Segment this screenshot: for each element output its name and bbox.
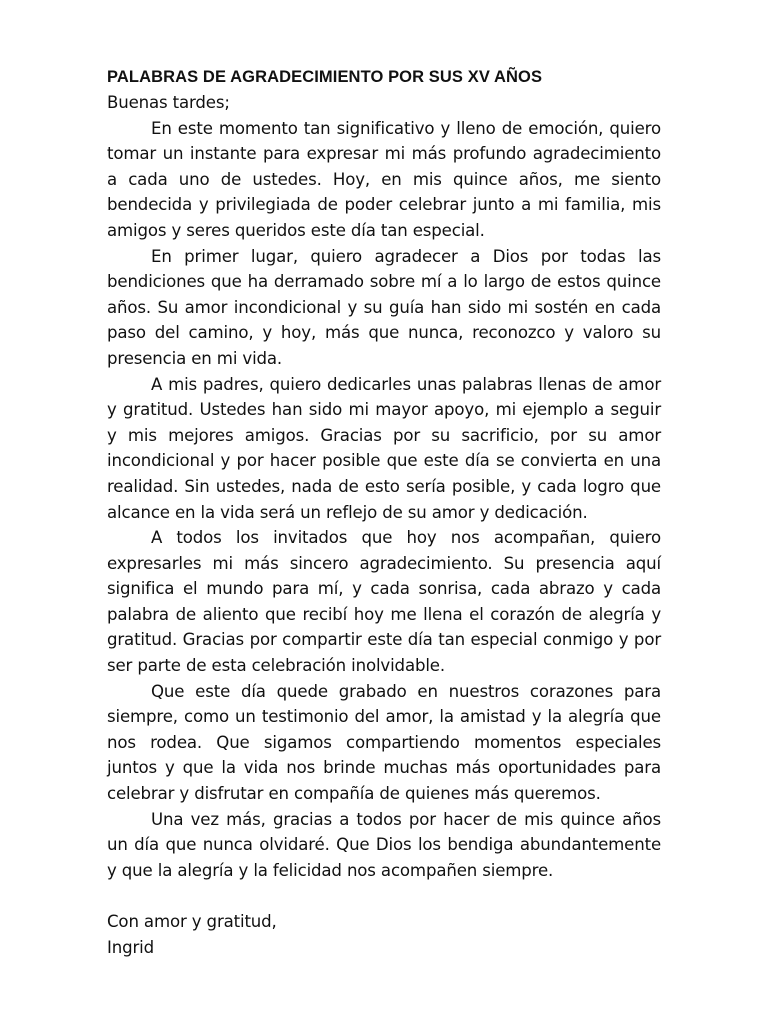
signature-name: Ingrid (107, 937, 155, 957)
paragraph-intro: En este momento tan significativo y lleno de emoción, quiero tomar un instante para expresar mi más profundo agradecimiento a cada uno de ustedes. Hoy, en mis quince años, me siento bendecida y privilegiada de poder celebrar junto a mi familia, mis amigos y seres queridos este día tan especial. (107, 118, 661, 240)
document-page (107, 64, 661, 960)
paragraph-wishes: Que este día quede grabado en nuestros corazones para siempre, como un testimonio del amor, la amistad y la alegría que nos rodea. Que sigamos compartiendo momentos especiales juntos y que la vida nos brinde muchas más oportunidades para celebrar y disfrutar en compañía de quienes más queremos. (107, 681, 661, 804)
paragraph-final-thanks: Una vez más, gracias a todos por hacer de mis quince años un día que nunca olvidaré. Que Dios los bendiga abundantemente y que la alegría y la felicidad nos acompañen siempre. (107, 809, 661, 880)
paragraph-god: En primer lugar, quiero agradecer a Dios por todas las bendiciones que ha derramado sobre mí a lo largo de estos quince años. Su amor incondicional y su guía han sido mi sostén en cada paso del camino, y hoy, más que nunca, reconozco y valoro su presencia en mi vida. (107, 246, 661, 368)
greeting: Buenas tardes; (107, 93, 230, 112)
document-title: PALABRAS DE AGRADECIMIENTO POR SUS XV AÑOS (107, 68, 543, 86)
paragraph-parents: A mis padres, quiero dedicarles unas palabras llenas de amor y gratitud. Ustedes han sido mi mayor apoyo, mi ejemplo a seguir y mis mejores amigos. Gracias por su sacrificio, por su amor incondicional y por hacer posible que este día se convierta en una realidad. Sin ustedes, nada de esto sería posible, y cada logro que alcance en la vida será un reflejo de su amor y dedicación. (107, 374, 661, 522)
closing-line: Con amor y gratitud, (107, 912, 277, 931)
paragraph-guests: A todos los invitados que hoy nos acompañan, quiero expresarles mi más sincero agradecimiento. Su presencia aquí significa el mundo para mí, y cada sonrisa, cada abrazo y cada palabra de aliento que recibí hoy me llena el corazón de alegría y gratitud. Gracias por compartir este día tan especial conmigo y por ser parte de esta celebración inolvidable. (107, 528, 661, 676)
closing-block (107, 909, 661, 960)
